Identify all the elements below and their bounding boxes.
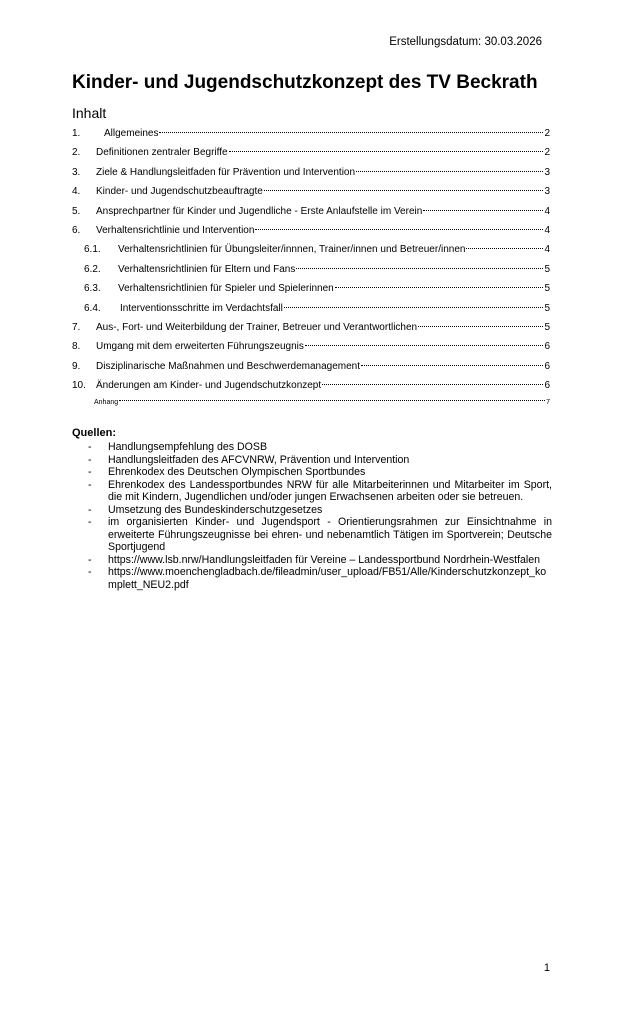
source-text: Handlungsleitfaden des AFCVNRW, Prävention und Intervention [108,453,410,466]
source-text: Ehrenkodex des Landessportbundes NRW für alle Mitarbeiterinnen und Mitarbeiter im Sport, die mit Kindern, Jugendlichen und/oder jungen Erwachsenen arbeiten oder sie betreuen. [108,478,552,503]
toc-leader [284,307,544,308]
sources-list [88,441,552,591]
toc-entry-page: 6 [544,341,550,353]
toc-entry-number: 5. [72,205,81,217]
source-item [88,466,552,479]
dash-bullet: - [88,441,92,453]
dash-bullet: - [88,453,92,466]
dash-bullet: - [88,516,92,528]
toc-leader [296,268,543,269]
toc-entry-title: Allgemeines [104,128,159,139]
dash-bullet: - [88,466,92,478]
toc-leader [322,384,543,385]
toc-entry-title: Disziplinarische Maßnahmen und Beschwerdemanagement [96,360,361,372]
toc-entry-appendix[interactable] [72,399,550,413]
toc-entry-title: Anhang [94,399,119,407]
toc-leader [335,287,544,288]
toc-entry-page: 4 [544,244,550,256]
toc-entry[interactable] [72,128,550,147]
creation-date: Erstellungsdatum: 30.03.2026 [389,36,542,48]
toc-entry-page: 5 [544,263,550,275]
toc-entry-page: 3 [544,166,550,178]
toc-entry-title: Kinder- und Jugendschutzbeauftragte [96,186,263,198]
toc-entry-page: 2 [544,128,550,139]
toc-entry-number: 6.2. [84,263,101,275]
source-item [88,479,552,504]
dash-bullet: - [88,503,92,516]
toc-heading: Inhalt [72,105,107,121]
toc-entry-number: 10. [72,380,86,392]
toc-entry-number: 6.4. [84,302,101,314]
toc-entry-page: 6 [544,360,550,372]
source-item [88,504,552,517]
toc-entry-title: Aus-, Fort- und Weiterbildung der Trainer, Betreuer und Verantwortlichen [96,321,418,333]
toc-entry-number: 6.3. [84,283,101,295]
toc-leader [264,190,544,191]
toc-entry-page: 5 [544,321,550,333]
source-item [88,441,552,454]
sources-heading: Quellen: [72,427,117,439]
toc-leader [423,210,543,211]
toc-entry-title: Definitionen zentraler Begriffe [96,147,228,159]
source-text: Ehrenkodex des Deutschen Olympischen Sportbundes [108,466,366,478]
toc-entry-number: 8. [72,341,81,353]
toc-subentry[interactable] [72,303,550,322]
source-text: https://www.lsb.nrw/Handlungsleitfaden für Vereine – Landessportbund Nordrhein-Westfalen [108,553,541,566]
document-title: Kinder- und Jugendschutzkonzept des TV Beckrath [72,72,538,93]
toc-entry[interactable] [72,167,550,186]
toc-entry-title: Verhaltensrichtlinien für Übungsleiter/innnen, Trainer/innen und Betreuer/innen [118,244,466,256]
toc-leader [305,345,544,346]
toc-entry[interactable] [72,361,550,380]
toc-subentry[interactable] [72,244,550,263]
toc-entry[interactable] [72,186,550,205]
source-item [88,566,552,591]
toc-leader [356,171,543,172]
source-text: Handlungsempfehlung des DOSB [108,441,268,453]
toc-entry-title: Interventionsschritte im Verdachtsfall [120,302,283,314]
toc-entry[interactable] [72,225,550,244]
toc-leader [418,326,543,327]
toc-entry[interactable] [72,206,550,225]
toc-entry-page: 6 [544,380,550,392]
toc-leader [159,132,543,133]
toc-entry-number: 1. [72,128,81,139]
source-text: Umsetzung des Bundeskinderschutzgesetzes [108,503,323,516]
toc-leader [466,248,543,249]
toc-entry-number: 4. [72,186,81,198]
toc-entry-title: Änderungen am Kinder- und Jugendschutzkonzept [96,380,322,392]
toc-entry[interactable] [72,341,550,360]
toc-leader [361,365,543,366]
toc-entry-title: Ziele & Handlungsleitfaden für Prävention und Intervention [96,166,356,178]
source-item [88,554,552,567]
toc-entry-number: 3. [72,166,81,178]
toc-entry-title: Verhaltensrichtlinien für Eltern und Fans [118,263,296,275]
toc-entry-title: Umgang mit dem erweiterten Führungszeugnis [96,341,304,353]
toc-entry[interactable] [72,380,550,399]
toc-leader [119,400,545,401]
toc-entry-page: 4 [544,224,550,236]
toc-entry-number: 9. [72,360,81,372]
dash-bullet: - [88,478,92,491]
dash-bullet: - [88,566,92,578]
toc-entry-page: 4 [544,205,550,217]
toc-entry[interactable] [72,322,550,341]
toc-entry-number: 6.1. [84,244,101,256]
toc-entry-page: 7 [546,399,550,407]
toc-entry-number: 7. [72,321,81,333]
toc-entry-title: Verhaltensrichtlinien für Spieler und Spielerinnen [118,283,334,295]
toc-entry-page: 5 [544,302,550,314]
toc-leader [255,229,543,230]
toc-entry-title: Ansprechpartner für Kinder und Jugendliche - Erste Anlaufstelle im Verein [96,205,423,217]
toc-entry[interactable] [72,147,550,166]
toc-leader [229,151,544,152]
toc-subentry[interactable] [72,264,550,283]
toc-entry-page: 5 [544,283,550,295]
source-item [88,516,552,554]
toc-entry-page: 3 [544,186,550,198]
source-item [88,454,552,467]
toc-entry-number: 6. [72,224,81,236]
table-of-contents [72,128,550,413]
toc-subentry[interactable] [72,283,550,302]
source-link[interactable]: https://www.moenchengladbach.de/fileadmin/user_upload/FB51/Alle/Kinderschutzkonzept_komplett_NEU2.pdf [108,566,547,591]
toc-entry-page: 2 [544,147,550,159]
page-number: 1 [543,962,550,974]
dash-bullet: - [88,553,92,566]
toc-entry-title: Verhaltensrichtlinie und Intervention [96,224,255,236]
source-text: im organisierten Kinder- und Jugendsport - Orientierungsrahmen zur Einsichtnahme in erweiterte Führungszeugnisse bei ehren- und nebenamtlich Tätigen im Sportverein; Deutsche Sportjugend [108,516,552,553]
toc-entry-number: 2. [72,147,81,159]
